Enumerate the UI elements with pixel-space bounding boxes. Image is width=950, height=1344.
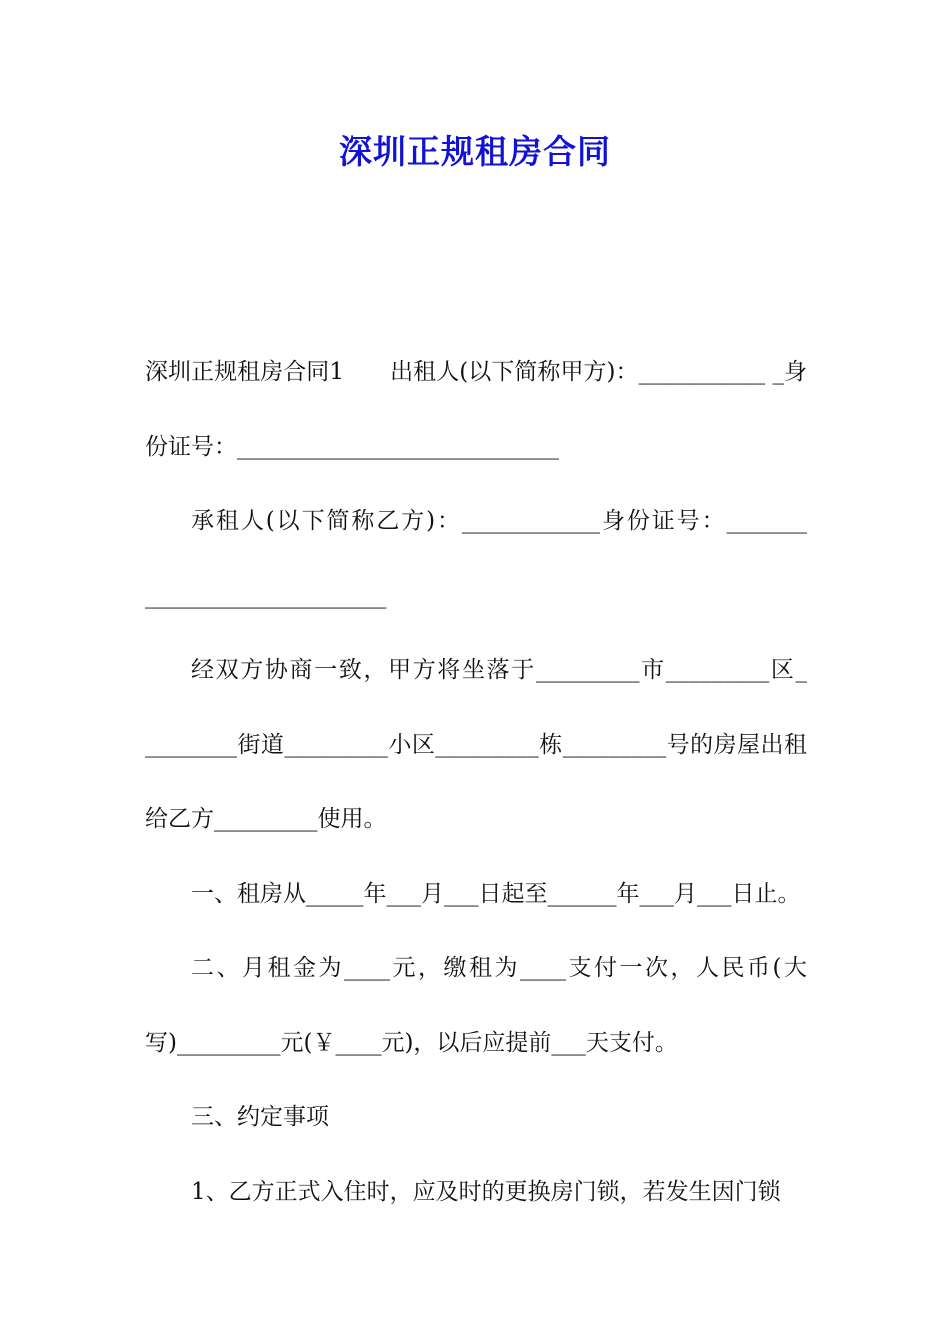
paragraph-item-1: 1、乙方正式入住时，应及时的更换房门锁，若发生因门锁 xyxy=(191,1178,781,1205)
paragraph-agreed-matters: 三、约定事项 xyxy=(191,1104,329,1130)
paragraph-lessee: 承租人(以下简称乙方)：____________身份证号：_______ _____________________ xyxy=(145,508,807,609)
paragraph-lease-term: 一、租房从_____年___月___日起至______年___月___日止。 xyxy=(191,880,801,907)
document-title: 深圳正规租房合同 xyxy=(339,132,611,171)
paragraph-property-location: 经双方协商一致，甲方将坐落于_________市_________区_ ________街道_________小区_________栋_________号的房屋出租给乙方_________使用。 xyxy=(145,657,807,832)
paragraph-rent: 二、月租金为____元，缴租为____支付一次，人民币(大写)_________元(￥____元)，以后应提前___天支付。 xyxy=(145,955,807,1056)
document-body xyxy=(145,335,807,1229)
paragraph-lessor: 深圳正规租房合同1 出租人(以下简称甲方)：___________ _身份证号：____________________________ xyxy=(145,359,807,460)
